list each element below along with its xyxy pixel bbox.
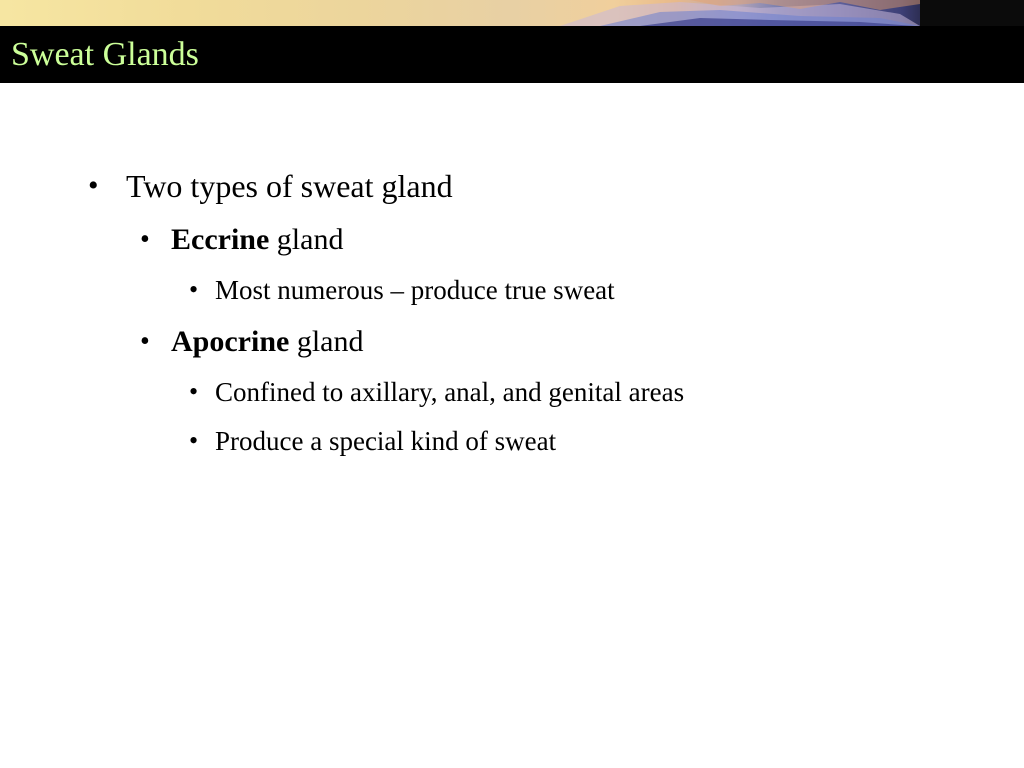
bullet-bold-text: Eccrine (171, 223, 270, 256)
bullet-text (215, 377, 684, 407)
bullet-plain-text: gland (269, 223, 344, 256)
bullet-dot-icon: • (140, 326, 150, 357)
bullet-dot-icon: • (189, 377, 199, 406)
bullet-dot-icon: • (88, 169, 99, 202)
bullet-plain-text: Two types of sweat gland (126, 168, 453, 204)
bullet-dot-icon: • (140, 224, 150, 255)
bullet-text (215, 275, 615, 305)
bullet-plain-text: Confined to axillary, anal, and genital areas (215, 377, 685, 407)
bullet-plain-text: Most numerous – produce true sweat (215, 275, 615, 305)
slide-title: Sweat Glands (11, 36, 199, 73)
bullet-text (171, 325, 363, 359)
decorative-banner-image (0, 0, 1024, 26)
bullet-text (215, 426, 556, 456)
bullet-dot-icon: • (189, 426, 199, 455)
bullet-text (126, 168, 453, 204)
bullet-bold-text: Apocrine (171, 325, 290, 358)
banner-art (0, 0, 1024, 26)
bullet-plain-text: Produce a special kind of sweat (215, 426, 557, 456)
bullet-text (171, 223, 343, 257)
bullet-plain-text: gland (289, 325, 364, 358)
bullet-dot-icon: • (189, 275, 199, 304)
